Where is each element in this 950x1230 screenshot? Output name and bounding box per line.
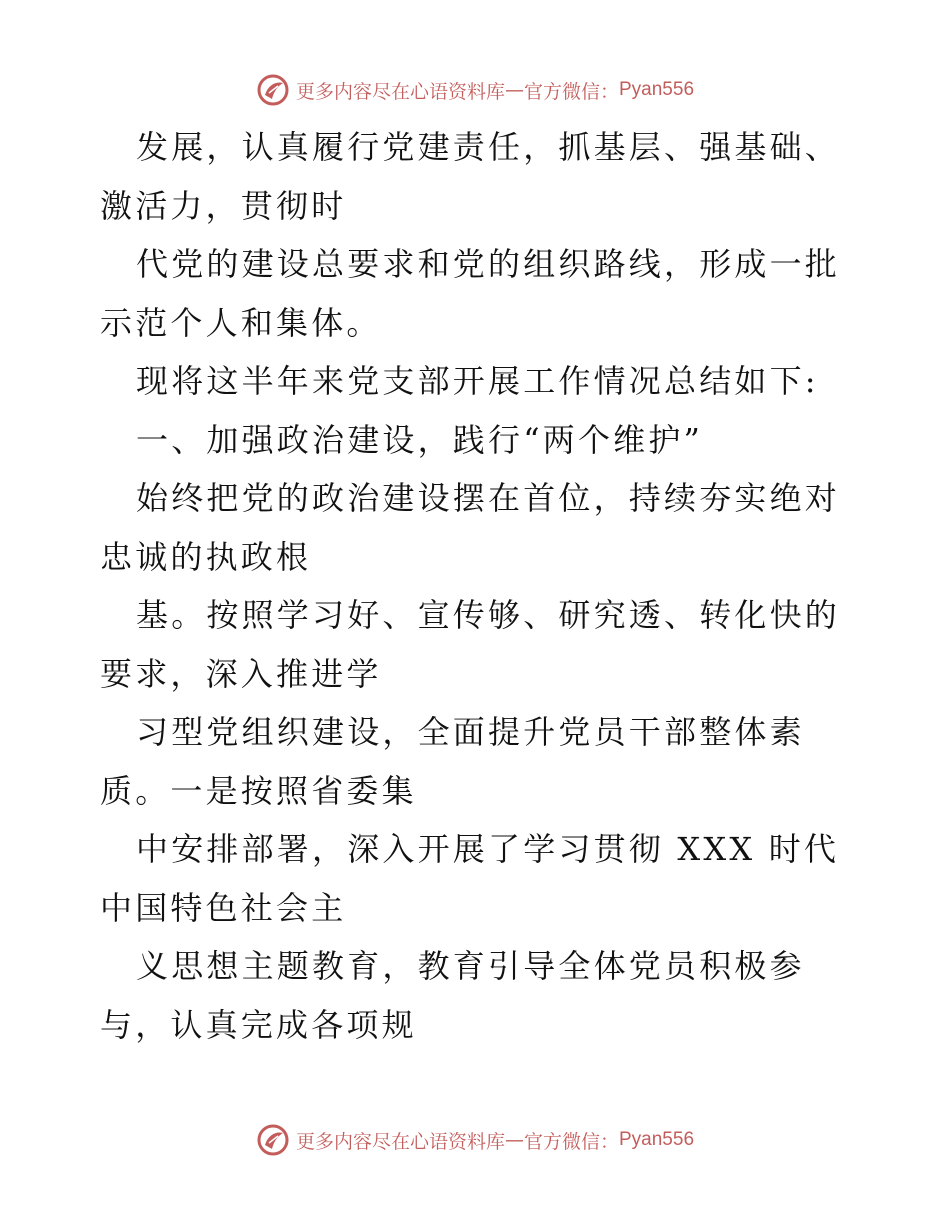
document-body: [100, 118, 860, 1054]
paragraph-line: 发展，认真履行党建责任，抓基层、强基础、激: [100, 128, 841, 225]
watermark-slogan: 更多内容尽在心语资料库: [295, 1130, 505, 1153]
paragraph: [100, 820, 860, 937]
paragraph: [100, 703, 860, 820]
watermark-dash: —: [504, 1129, 524, 1151]
paragraph-line: 习型党组织建设，全面提升党员干部整体素质。: [100, 713, 805, 810]
logo-icon: [256, 1123, 290, 1157]
paragraph: [100, 586, 860, 703]
paragraph-line: 基。按照学习好、宣传够、研究透、转化快的要: [100, 596, 841, 693]
paragraph: [100, 469, 860, 586]
paragraph-line: 现将这半年来党支部开展工作情况总结如下:: [136, 362, 819, 400]
paragraph: [100, 118, 860, 235]
watermark-slogan: 更多内容尽在心语资料库: [295, 80, 505, 103]
paragraph-line: 代党的建设总要求和党的组织路线，形成一批示: [100, 245, 841, 342]
paragraph-line: 义思想主题教育，教育引导全体党员积极参与，: [100, 947, 805, 1044]
logo-icon: [256, 73, 290, 107]
watermark-id: Pyan556: [619, 1129, 695, 1150]
paragraph-line: 活力，贯彻时: [135, 186, 347, 225]
paragraph-line: 始终把党的政治建设摆在首位，持续夯实绝对忠: [100, 479, 841, 576]
paragraph-line: 范个人和集体。: [135, 303, 382, 342]
watermark-id: Pyan556: [619, 79, 695, 100]
paragraph-line: 国特色社会主: [135, 888, 347, 927]
paragraph-line: 诚的执政根: [135, 537, 312, 576]
paragraph-line: 一、加强政治建设，践行“两个维护”: [136, 420, 704, 459]
paragraph-line: 一是按照省委集: [170, 771, 417, 810]
watermark-text: [296, 77, 694, 104]
paragraph: [100, 937, 860, 1054]
watermark-text: [296, 1127, 694, 1154]
watermark-footer: [0, 1120, 950, 1160]
paragraph-line: 求，深入推进学: [135, 654, 382, 693]
watermark-label: 官方微信：: [523, 1130, 619, 1153]
section-heading: [100, 411, 860, 470]
paragraph-line: 认真完成各项规: [170, 1005, 417, 1044]
watermark-label: 官方微信：: [523, 80, 619, 103]
watermark-header: [0, 70, 950, 110]
paragraph: [100, 235, 860, 352]
paragraph-line: 中安排部署，深入开展了学习贯彻 XXX 时代中: [100, 830, 840, 927]
paragraph: [100, 352, 860, 411]
watermark-dash: —: [504, 79, 524, 101]
